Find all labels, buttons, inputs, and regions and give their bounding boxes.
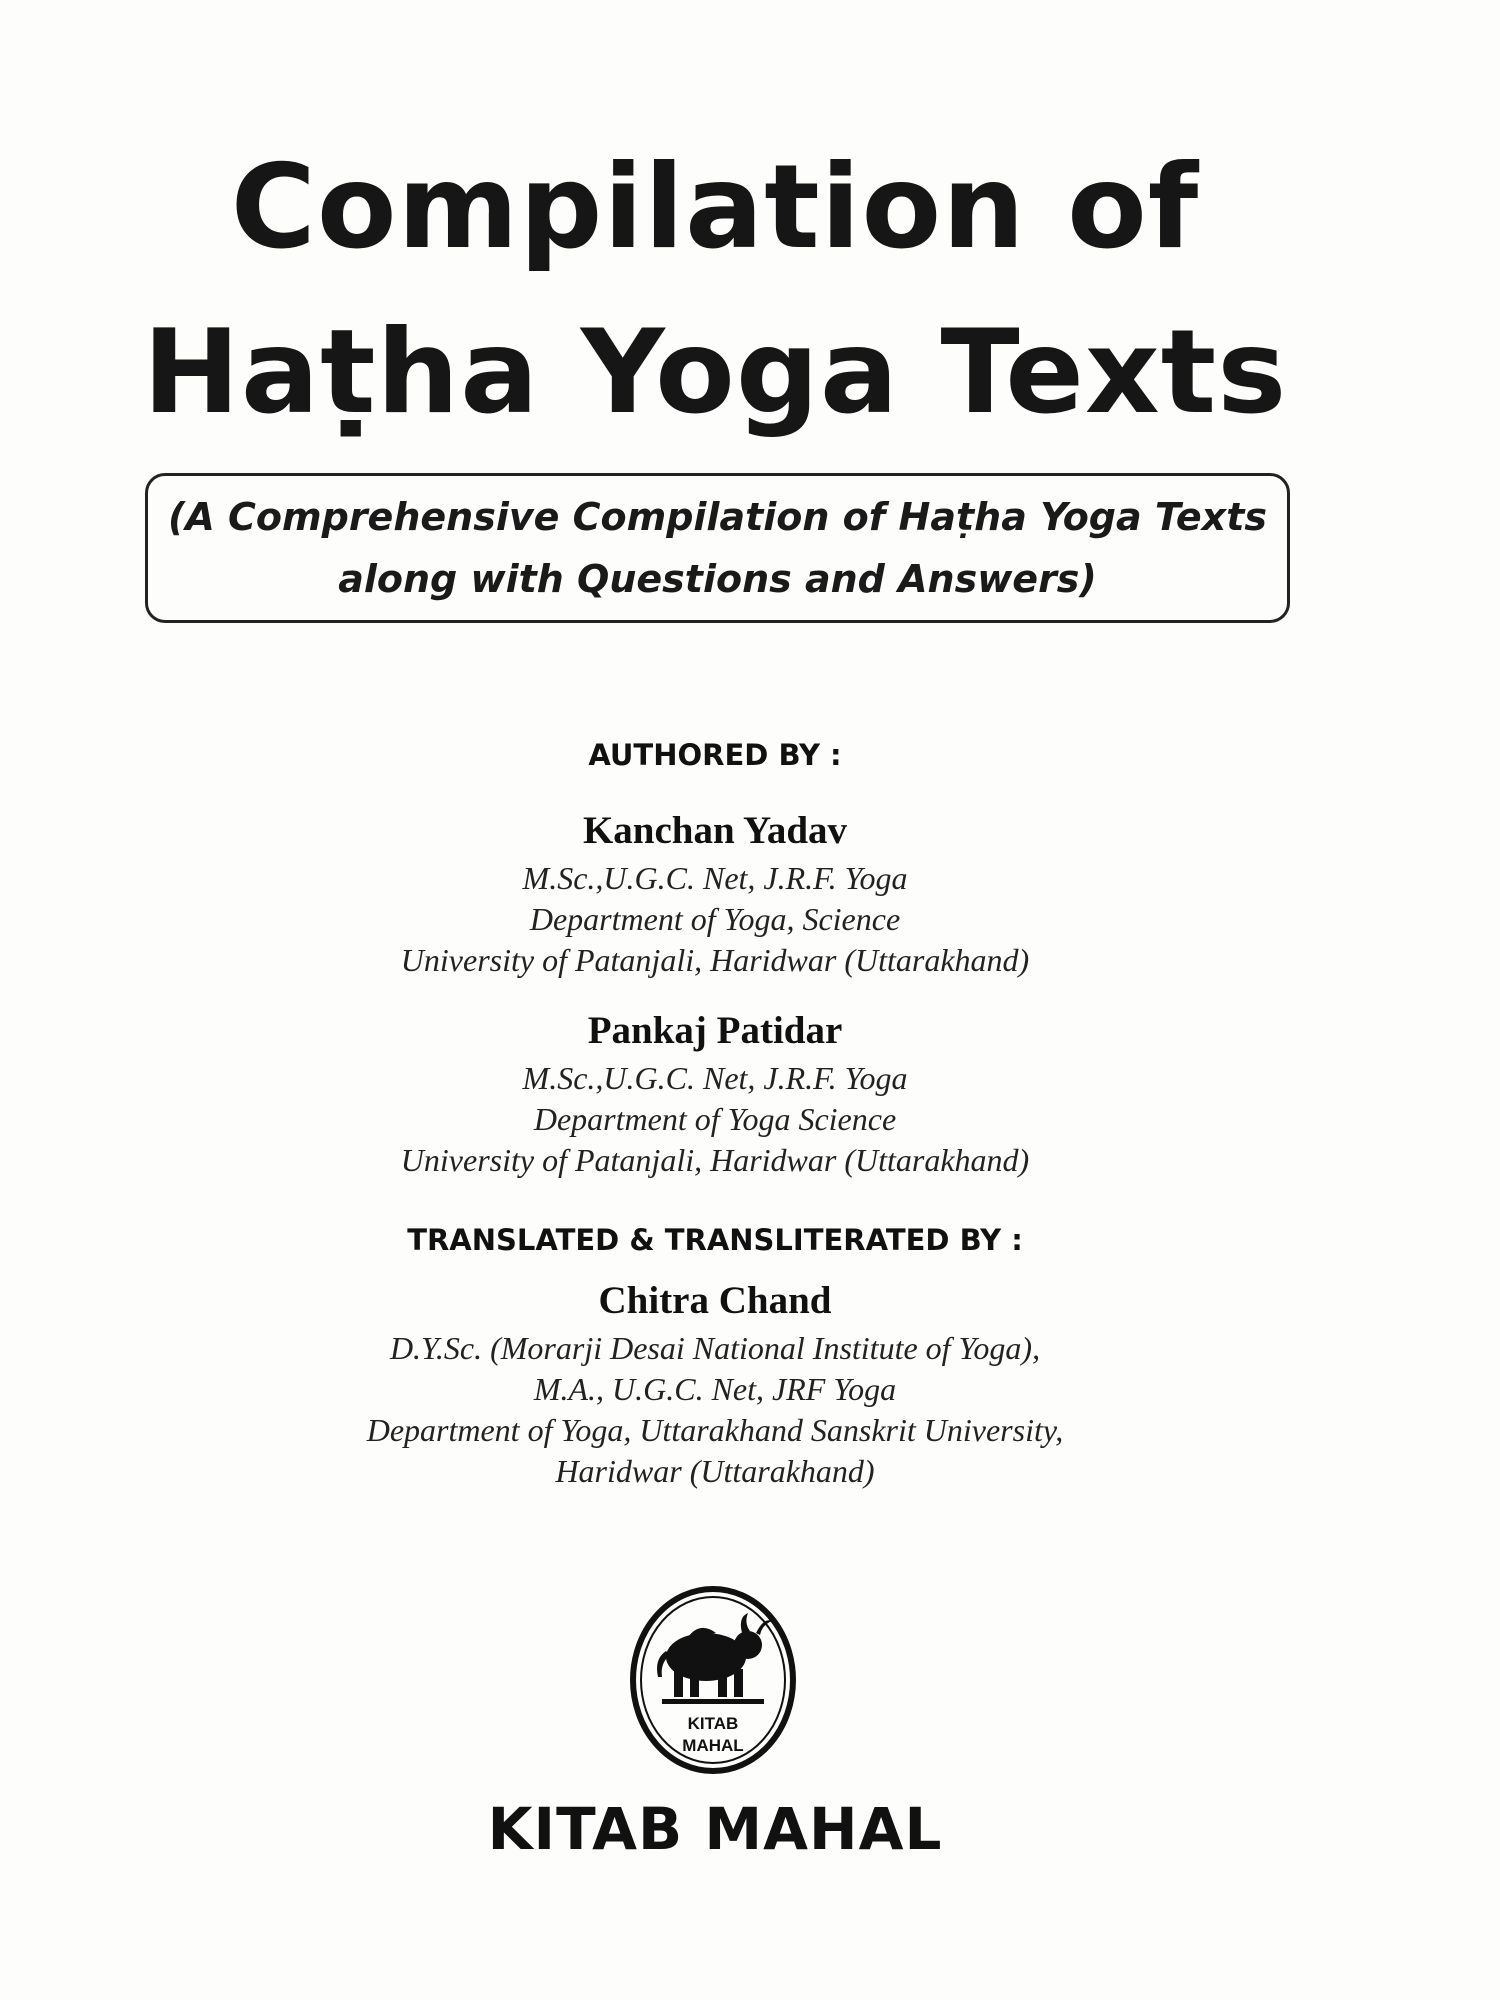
- author-1-department: Department of Yoga, Science: [529, 901, 901, 937]
- author-2-credential: M.Sc.,U.G.C. Net, J.R.F. Yoga: [522, 1060, 908, 1096]
- translated-by-heading: TRANSLATED & TRANSLITERATED BY :: [407, 1223, 1023, 1257]
- author-2-department: Department of Yoga Science: [533, 1101, 897, 1137]
- subtitle-line-2: along with Questions and Answers): [338, 557, 1097, 601]
- bull-icon: [657, 1613, 772, 1697]
- author-1-university: University of Patanjali, Haridwar (Uttarakhand): [400, 942, 1030, 978]
- title-line-1: Compilation of: [230, 140, 1200, 275]
- author-name-1: Kanchan Yadav: [582, 809, 848, 852]
- translator-location: Haridwar (Uttarakhand): [555, 1453, 875, 1489]
- logo-text-line-1: KITAB: [687, 1714, 739, 1733]
- title-line-2: Haṭha Yoga Texts: [142, 305, 1288, 440]
- publisher-logo: [628, 1585, 798, 1775]
- authored-by-heading: AUTHORED BY :: [588, 738, 842, 772]
- logo-text-line-2: MAHAL: [682, 1736, 744, 1755]
- subtitle-line-1: (A Comprehensive Compilation of Haṭha Yoga Texts: [168, 495, 1267, 539]
- author-2-university: University of Patanjali, Haridwar (Uttarakhand): [400, 1142, 1030, 1178]
- logo-emblem: [628, 1585, 798, 1775]
- subtitle-box: [145, 473, 1290, 623]
- translator-credential-1: D.Y.Sc. (Morarji Desai National Institute of Yoga),: [389, 1330, 1041, 1366]
- translator-name: Chitra Chand: [598, 1279, 832, 1322]
- translator-department: Department of Yoga, Uttarakhand Sanskrit University,: [366, 1412, 1064, 1448]
- publisher-name: KITAB MAHAL: [487, 1795, 943, 1863]
- author-1-credential: M.Sc.,U.G.C. Net, J.R.F. Yoga: [522, 860, 908, 896]
- translator-credential-2: M.A., U.G.C. Net, JRF Yoga: [533, 1371, 897, 1407]
- author-name-2: Pankaj Patidar: [587, 1009, 843, 1052]
